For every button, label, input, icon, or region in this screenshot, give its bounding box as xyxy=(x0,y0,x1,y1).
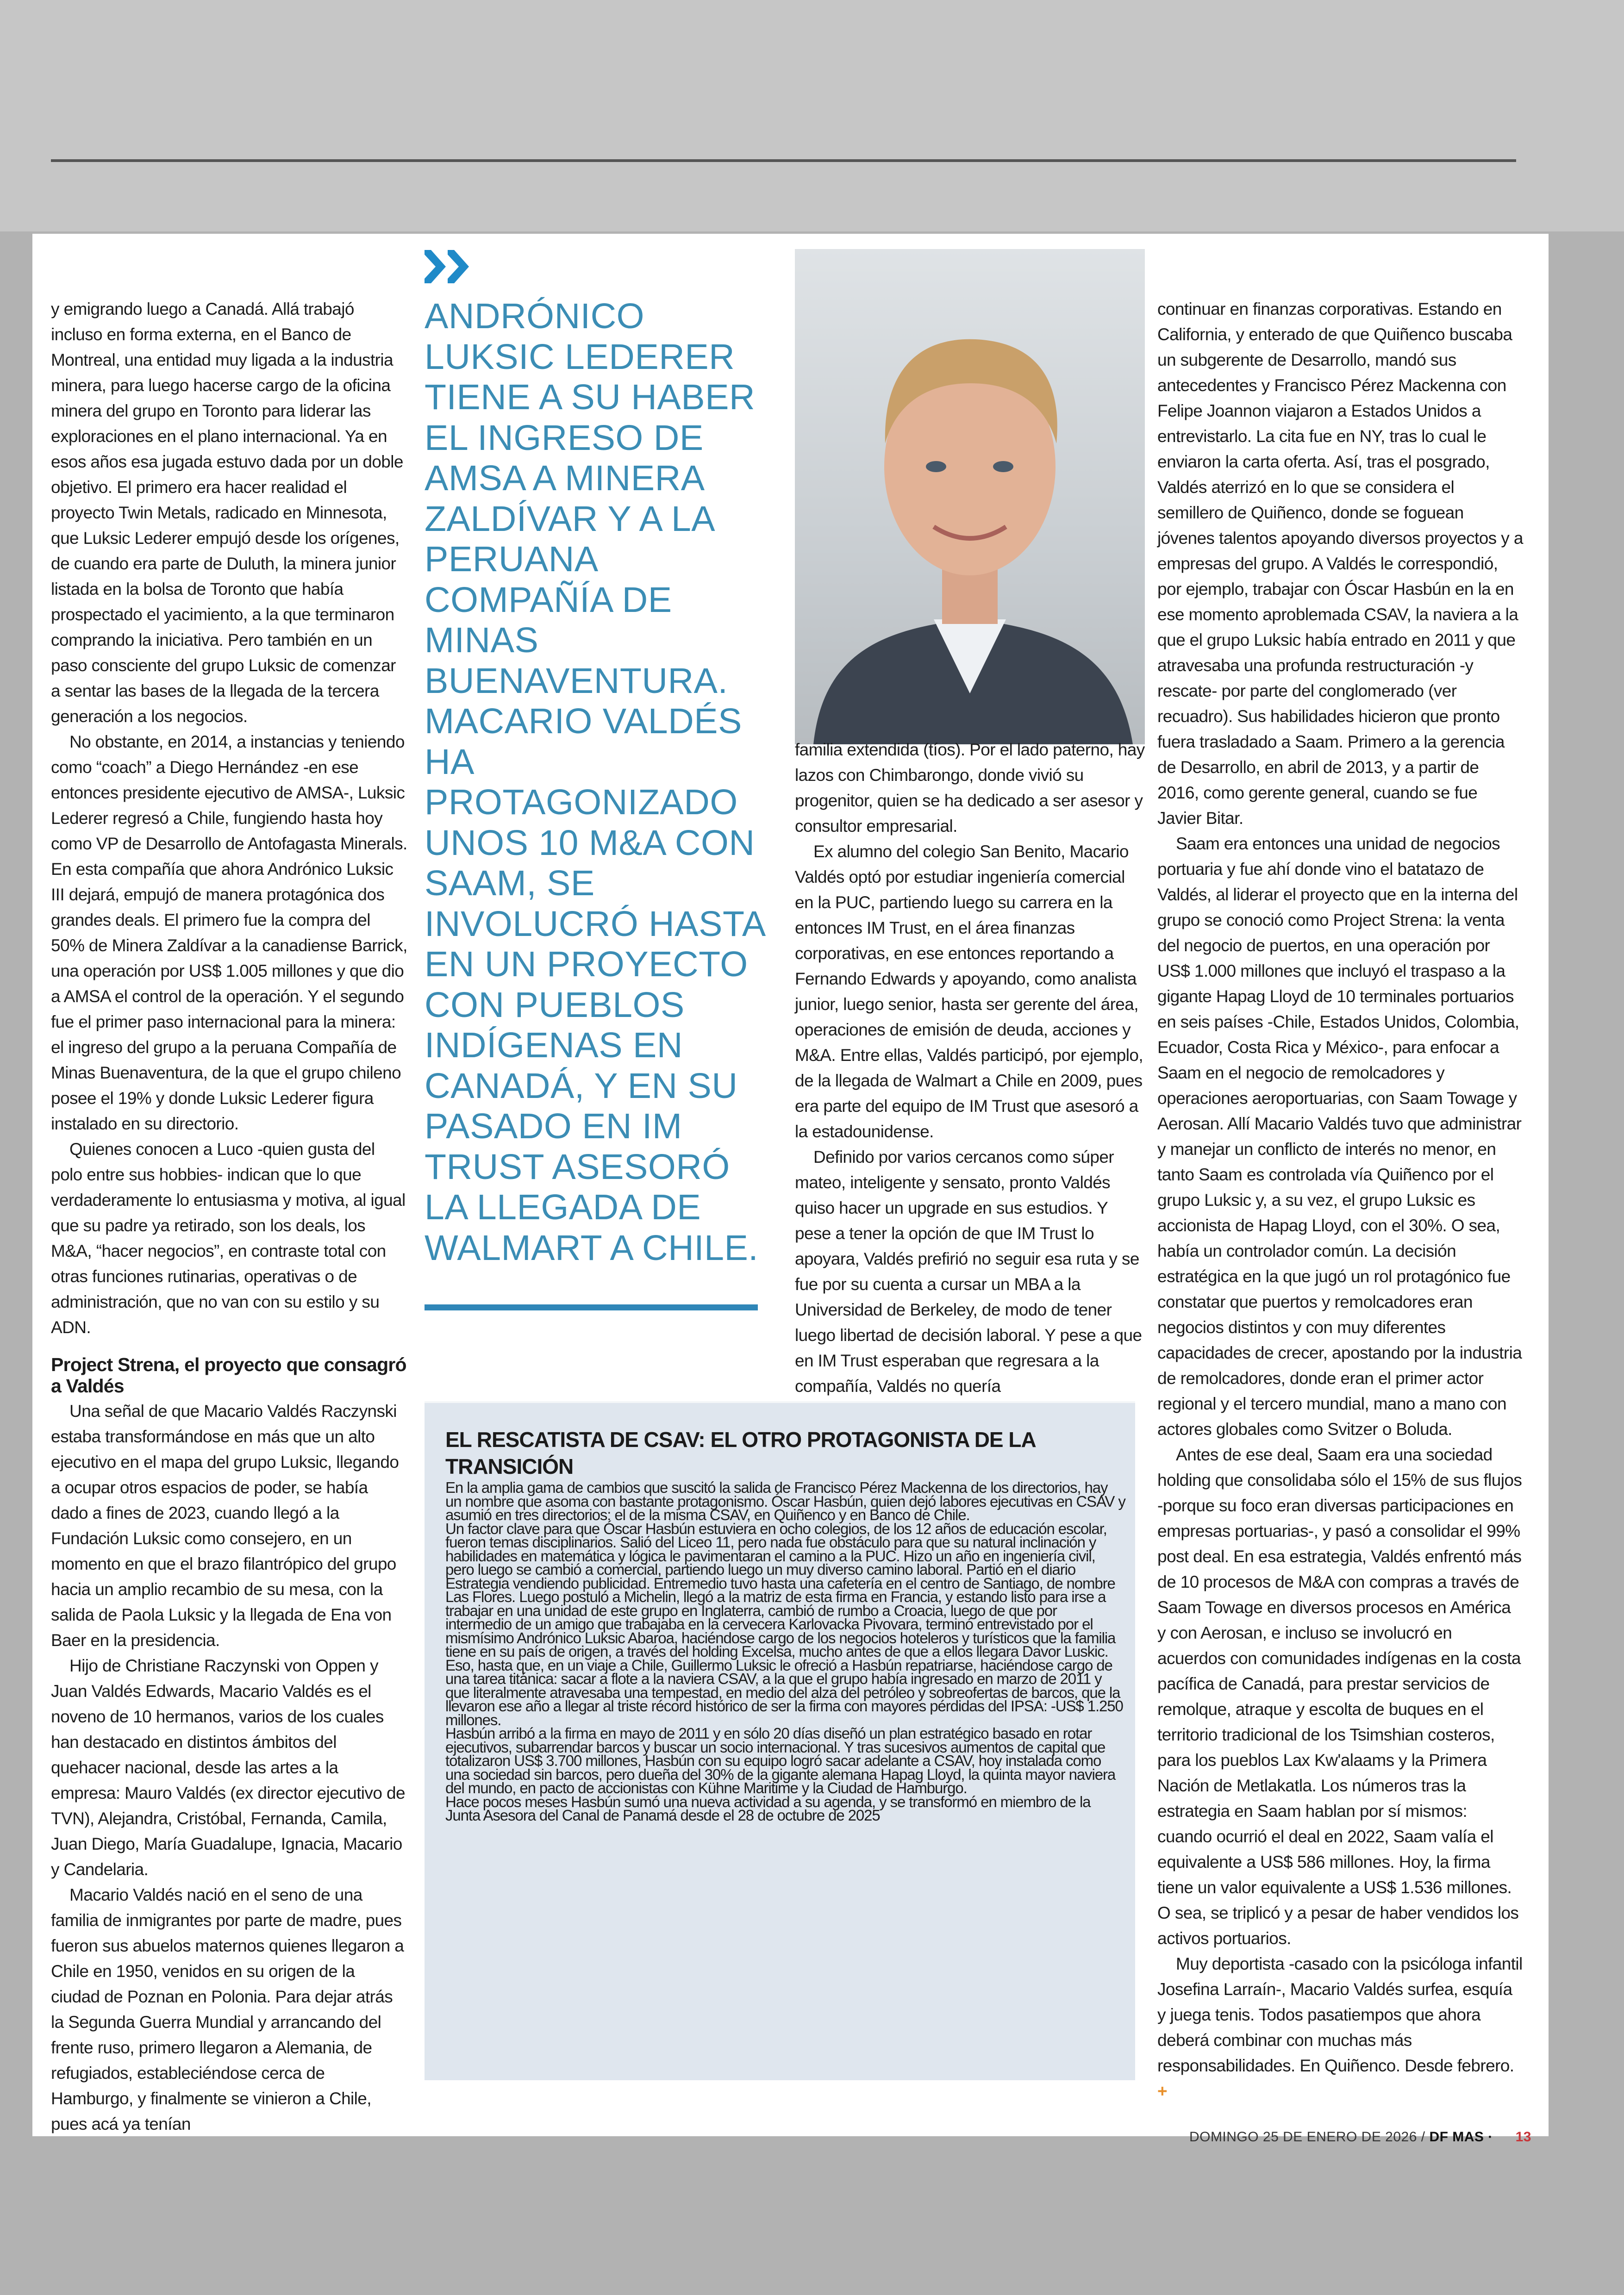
footer-date: DOMINGO 25 DE ENERO DE 2026 xyxy=(1189,2129,1417,2145)
paragraph: Quienes conocen a Luco -quien gusta del polo entre sus hobbies- indican que lo que verdaderamente lo entusiasma y motiva, al igual que su padre ya retirado, son los deals, los M&A, “hacer negocios”, en contraste total con otras funciones rutinarias, operativas o de administración, que no van con su estilo y su ADN. xyxy=(51,1140,406,1337)
article-column-4 xyxy=(1157,296,1523,2104)
paragraph: En la amplia gama de cambios que suscitó la salida de Francisco Pérez Mackenna de los directorios, hay un nombre que asoma con bastante protagonismo. Óscar Hasbún, quien dejó labores ejecutivas en CSAV y asumió en tres directorios: el de la misma CSAV, en Quiñenco y en Banco de Chile. xyxy=(445,1479,1125,1523)
paragraph: Un factor clave para que Óscar Hasbún estuviera en ocho colegios, de los 12 años de educación escolar, fueron temas disciplinarios. Salió del Liceo 11, pero nada fue obstáculo para que su natural inclinación y habilidades en matemática y lógica le pavimentaran el camino a la PUC. Hizo un año en ingeniería civil, pero luego se cambió a comercial, partiendo luego un muy diverso camino laboral. Partió en el diario Estrategia vendiendo publicidad. Entremedio tuvo hasta una cafetería en el centro de Santiago, de nombre Las Flores. Luego postuló a Michelin, llegó a la matriz de esta firma en Francia, y estando listo para irse a trabajar en una unidad de este grupo en Inglaterra, cambió de rumbo a Croacia, luego de que por intermedio de un amigo que trabajaba en la cervecera Karlovacka Pivovara, terminó entrevistado por el mismísimo Andrónico Luksic Abaroa, haciéndose cargo de los negocios hoteleros y turísticos que la familia tiene en su país de origen, a través del holding Excelsa, mucho antes de que a ellos llegara Davor Luskic. Eso, hasta que, en un viaje a Chile, Guillermo Luksic le ofreció a Hasbún repatriarse, haciéndose cargo de una tarea titánica: sacar a flote a la naviera CSAV, a la que el grupo había ingresado en marzo de 2011 y que literalmente atravesaba una tempestad, en medio del alza del petróleo y sobreofertas de barcos, que la llevaron ese año a llegar al triste récord histórico de ser la firma con mayores pérdidas del IPSA: -US$ 1.250 millones. xyxy=(445,1520,1123,1728)
page-number: 13 xyxy=(1515,2129,1531,2145)
pull-quote: ANDRÓNICO LUKSIC LEDERER TIENE A SU HABER EL INGRESO DE AMSA A MINERA ZALDÍVAR Y A LA PERUANA COMPAÑÍA DE MINAS BUENAVENTURA. MACARIO VALDÉS HA PROTAGONIZADO UNOS 10 M&A CON SAAM, SE INVOLUCRÓ HASTA EN UN PROYECTO CON PUEBLOS INDÍGENAS EN CANADÁ, Y EN SU PASADO EN IM TRUST ASESORÓ LA LLEGADA DE WALMART A CHILE. xyxy=(425,296,764,1268)
page-footer xyxy=(1189,2129,1531,2145)
article-column-1 xyxy=(51,296,407,2137)
paragraph: Saam era entonces una unidad de negocios portuaria y fue ahí donde vino el batatazo de Valdés, al liderar el proyecto que en la interna del grupo se conoció como Project Strena: la venta del negocio de puertos, en una operación por US$ 1.000 millones que incluyó el traspaso a la gigante Hapag Lloyd de 10 terminales portuarios en seis países -Chile, Estados Unidos, Colombia, Ecuador, Costa Rica y México-, para enfocar a Saam en el negocio de remolcadores y operaciones aeroportuarias, con Saam Towage y Aerosan. Allí Macario Valdés tuvo que administrar y manejar un conflicto de interés no menor, en tanto Saam es controlada vía Quiñenco por el grupo Luksic y, a su vez, el grupo Luksic es accionista de Hapag Lloyd, con el 30%. O sea, había un controlador común. La decisión estratégica en la que jugó un rol protagónico fue constatar que puertos y remolcadores eran negocios distintos y con muy diferentes capacidades de crecer, apostando por la industria de remolcadores, donde eran el primer actor regional y el tercero mundial, mano a mano con actores globales como Svitzer o Boluda. xyxy=(1157,834,1522,1439)
end-mark-icon: + xyxy=(1157,2082,1168,2101)
footer-separator: / xyxy=(1421,2129,1425,2145)
portrait-illustration xyxy=(795,249,1145,744)
paragraph: Ex alumno del colegio San Benito, Macario Valdés optó por estudiar ingeniería comercial en la PUC, partiendo luego su carrera en la entonces IM Trust, en el área finanzas corporativas, en ese entonces reportando a Fernando Edwards y apoyando, como analista junior, luego senior, hasta ser gerente del área, operaciones de emisión de deuda, acciones y M&A. Entre ellas, Valdés participó, por ejemplo, de la llegada de Walmart a Chile en 2009, pues era parte del equipo de IM Trust que asesoró a la estadounidense. xyxy=(795,842,1143,1141)
double-chevron-right-icon xyxy=(425,250,471,283)
paragraph: Hasbún arribó a la firma en mayo de 2011 y en sólo 20 días diseñó un plan estratégico basado en rotar ejecutivos, subarrendar barcos y buscar un socio internacional. Y tras sucesivos aumentos de capital que totalizaron US$ 3.700 millones, Hasbún con su equipo logró sacar adelante a CSAV, hoy instalada como una sociedad sin barcos, pero dueña del 30% de la gigante alemana Hapag Lloyd, la quinta mayor naviera del mundo, en pacto de accionistas con Kühne Maritime y la Ciudad de Hamburgo. xyxy=(445,1725,1116,1796)
paragraph: y emigrando luego a Canadá. Allá trabajó incluso en forma externa, en el Banco de Montreal, una entidad muy ligada a la industria minera, para luego hacerse cargo de la oficina minera del grupo en Toronto para liderar las exploraciones en el plano internacional. Ya en esos años esa jugada estuvo dada por un doble objetivo. El primero era hacer realidad el proyecto Twin Metals, radicado en Minnesota, que Luksic Lederer empujó desde los orígenes, de cuando era parte de Duluth, la minera junior listada en la bolsa de Toronto que había prospectado el yacimiento, a la que terminaron comprando la iniciativa. Pero también en un paso consciente del grupo Luksic de comenzar a sentar las bases de la llegada de la tercera generación a los negocios. xyxy=(51,299,403,726)
sidebar-box-title: EL RESCATISTA DE CSAV: EL OTRO PROTAGONISTA DE LA TRANSICIÓN xyxy=(445,1428,1035,1478)
paragraph: Una señal de que Macario Valdés Raczynski estaba transformándose en más que un alto ejecutivo en el mapa del grupo Luksic, llegando a ocupar otros espacios de poder, se había dado a fines de 2023, cuando llegó a la Fundación Luksic como consejero, en un momento en que el brazo filantrópico del grupo hacia un amplio recambio de su mesa, con la salida de Paola Luksic y la llegada de Ena von Baer en la presidencia. xyxy=(51,1402,399,1650)
paragraph: Macario Valdés nació en el seno de una familia de inmigrantes por parte de madre, pues fueron sus abuelos maternos quienes llegaron a Chile en 1950, venidos en su origen de la ciudad de Poznan en Polonia. Para dejar atrás la Segunda Guerra Mundial y arrancando del frente ruso, primero llegaron a Alemania, de refugiados, estableciéndose cerca de Hamburgo, y finalmente se vinieron a Chile, pues acá ya tenían xyxy=(51,1885,404,2133)
paragraph: Definido por varios cercanos como súper mateo, inteligente y sensato, pronto Valdés quiso hacer un upgrade en sus estudios. Y pese a tener la opción de que IM Trust lo apoyara, Valdés prefirió no seguir esa ruta y se fue por su cuenta a cursar un MBA a la Universidad de Berkeley, de modo de tener luego libertad de decisión laboral. Y pese a que en IM Trust esperaban que regresara a la compañía, Valdés no quería xyxy=(795,1148,1142,1396)
paragraph: Hijo de Christiane Raczynski von Oppen y Juan Valdés Edwards, Macario Valdés es el noveno de 10 hermanos, varios de los cuales han destacado en distintos ámbitos del quehacer nacional, desde las artes a la empresa: Mauro Valdés (ex director ejecutivo de TVN), Alejandra, Cristóbal, Fernanda, Camila, Juan Diego, María Guadalupe, Ignacia, Macario y Candelaria. xyxy=(51,1656,405,1879)
pull-quote-rule xyxy=(425,1304,758,1310)
paragraph: No obstante, en 2014, a instancias y teniendo como “coach” a Diego Hernández -en ese entonces presidente ejecutivo de AMSA-, Luksic Lederer regresó a Chile, fungiendo hasta hoy como VP de Desarrollo de Antofagasta Minerals. En esta compañía que ahora Andrónico Luksic III dejará, empujó de manera protagónica dos grandes deals. El primero fue la compra del 50% de Minera Zaldívar a la canadiense Barrick, una operación por US$ 1.005 millones y que dio a AMSA el control de la operación. Y el segundo fue el primer paso internacional para la minera: el ingreso del grupo a la peruana Compañía de Minas Buenaventura, de la que el grupo chileno posee el 19% y donde Luksic Lederer figura instalado en su directorio. xyxy=(51,732,407,1133)
paragraph: Antes de ese deal, Saam era una sociedad holding que consolidaba sólo el 15% de sus flujos -porque su foco eran diversas participaciones en empresas portuarias-, y pasó a consolidar el 99% post deal. En esa estrategia, Valdés enfrentó más de 10 procesos de M&A con compras a través de Saam Towage en diversos procesos en América y con Aerosan, e incluso se involucró en acuerdos con comunidades indígenas en la costa pacífica de Canadá, para prestar servicios de remolque, atraque y escolta de buques en el territorio tradicional de los Tsimshian costeros, para los pueblos Lax Kw'alaams y la Primera Nación de Metlakatla. Los números tras la estrategia en Saam hablan por sí mismos: cuando ocurrió el deal en 2022, Saam valía el equivalente a US$ 586 millones. Hoy, la firma tiene un valor equivalente a US$ 1.536 millones. O sea, se triplicó y a pesar de haber vendidos los activos portuarios. xyxy=(1157,1445,1522,1948)
header-rule xyxy=(51,159,1516,162)
sidebar-box-body xyxy=(445,1481,1126,1822)
footer-publication: DF MAS · xyxy=(1429,2129,1493,2145)
sidebar-box xyxy=(425,1401,1135,2080)
paragraph: Hace pocos meses Hasbún sumó una nueva actividad a su agenda, y se transformó en miembro de la Junta Asesora del Canal de Panamá desde el 28 de octubre de 2025 xyxy=(445,1793,1091,1824)
paragraph: familia extendida (tíos). Por el lado paterno, hay lazos con Chimbarongo, donde vivió su progenitor, quien se ha dedicado a ser asesor y consultor empresarial. xyxy=(795,740,1145,836)
paragraph xyxy=(1157,1951,1523,2104)
paragraph: continuar en finanzas corporativas. Estando en California, y enterado de que Quiñenco buscaba un subgerente de Desarrollo, mandó sus antecedentes y Francisco Pérez Mackenna con Felipe Joannon viajaron a Estados Unidos a entrevistarlo. La cita fue en NY, tras lo cual le enviaron la carta oferta. Así, tras el posgrado, Valdés aterrizó en lo que se considera el semillero de Quiñenco, donde se foguean jóvenes talentos apoyando diversos proyectos y a empresas del grupo. A Valdés le correspondió, por ejemplo, trabajar con Óscar Hasbún en la en ese momento aproblemada CSAV, la naviera a la que el grupo Luksic había entrado en 2011 y que atravesaba una profunda restructuración -y rescate- por parte del conglomerado (ver recuadro). Sus habilidades hicieron que pronto fuera trasladado a Saam. Primero a la gerencia de Desarrollo, en abril de 2013, y a partir de 2016, como gerente general, cuando se fue Javier Bitar. xyxy=(1157,299,1523,828)
paragraph-text: Muy deportista -casado con la psicóloga infantil Josefina Larraín-, Macario Valdés surfea, esquía y juega tenis. Todos pasatiempos que ahora deberá combinar con muchas más responsabilidades. En Quiñenco. Desde febrero. xyxy=(1157,1954,1523,2075)
section-subhead: Project Strena, el proyecto que consagró a Valdés xyxy=(51,1354,406,1397)
article-column-3 xyxy=(795,737,1147,1399)
top-margin xyxy=(0,0,1624,231)
portrait-photo xyxy=(795,249,1145,744)
